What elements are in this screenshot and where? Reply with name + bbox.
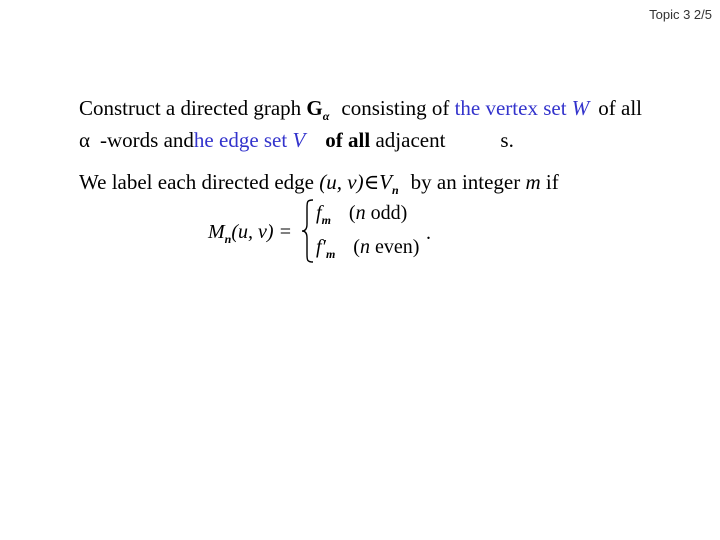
text-segment: of all [598, 96, 643, 120]
paragraph-line-1 [79, 96, 642, 124]
text-segment: of all [325, 128, 371, 152]
vertex-set-symbol: W [571, 96, 590, 120]
edge-set-symbol: V [292, 128, 306, 152]
case-subscript: m [321, 213, 331, 227]
case-function: f′ [316, 236, 326, 258]
function-args: (u, v) = [231, 221, 293, 243]
case-even [316, 236, 419, 262]
graph-subscript: α [322, 109, 330, 123]
left-brace-icon [301, 198, 315, 264]
piecewise-formula [208, 198, 458, 268]
formula-period: . [426, 222, 431, 244]
formula-lhs [208, 221, 292, 247]
graph-symbol: G [306, 96, 323, 120]
edge-set-symbol: V [379, 170, 392, 194]
text-segment: consisting of [341, 96, 455, 120]
edge-pair: (u, v) [319, 170, 364, 194]
case-function: f [316, 202, 322, 224]
case-subscript: m [325, 247, 336, 261]
paragraph-line-2 [79, 128, 514, 153]
slide-label: Topic 3 2/5 [649, 7, 712, 22]
case-odd [316, 202, 407, 228]
text-segment: We label each directed edge [79, 170, 320, 194]
text-segment: adjacent [370, 128, 446, 152]
text-segment: by an integer [410, 170, 526, 194]
text-segment: Construct a directed graph [79, 96, 307, 120]
alpha-symbol: α [79, 128, 91, 152]
paragraph-line-3 [79, 170, 559, 198]
integer-variable: m [525, 170, 541, 194]
text-segment: if [540, 170, 559, 194]
function-subscript: n [224, 232, 232, 246]
edge-set-phrase: he edge set [193, 128, 293, 152]
element-of-symbol: ∈ [363, 170, 380, 194]
edge-set-subscript: n [391, 183, 399, 197]
case-condition: (n even) [353, 236, 420, 258]
text-segment: -words and [100, 128, 194, 152]
vertex-set-phrase: the vertex set [454, 96, 572, 120]
case-condition: (n odd) [348, 202, 408, 224]
function-symbol: M [208, 221, 225, 243]
text-segment: s. [500, 128, 514, 152]
